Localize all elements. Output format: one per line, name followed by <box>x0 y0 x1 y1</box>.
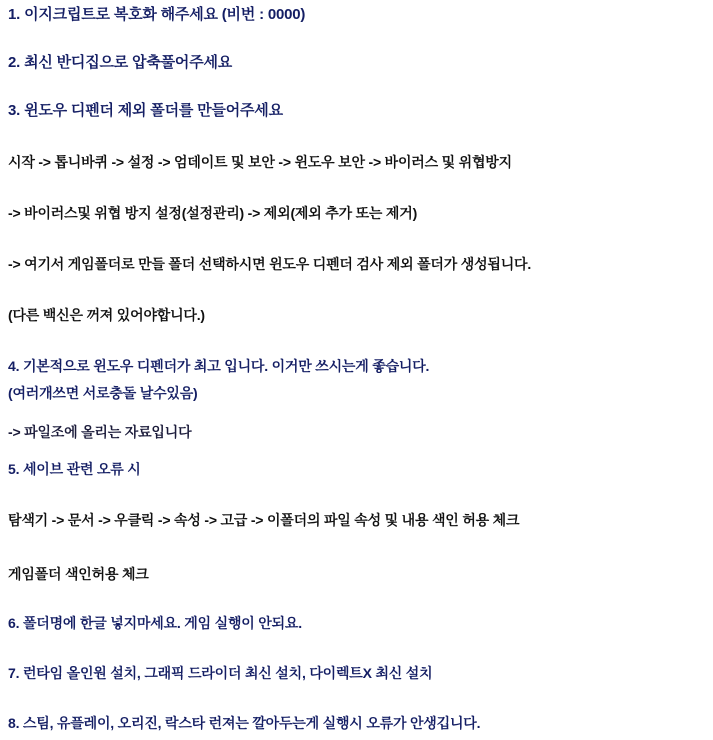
text-line-3: 3. 윈도우 디펜더 제외 폴더를 만들어주세요 <box>8 102 283 119</box>
text-line-8: 4. 기본적으로 윈도우 디펜더가 최고 입니다. 이거만 쓰시는게 좋습니다. <box>8 358 430 374</box>
text-line-4: 시작 -> 톱니바퀴 -> 설정 -> 엄데이트 및 보안 -> 윈도우 보안 -> 바이러스 및 위협방지 <box>8 154 512 170</box>
text-line-5: -> 바이러스및 위협 방지 설정(설정관리) -> 제외(제외 추가 또는 제거) <box>8 205 418 221</box>
text-line-14: 6. 폴더명에 한글 넣지마세요. 게임 실행이 안되요. <box>8 615 302 631</box>
text-line-16: 8. 스팀, 유플레이, 오리진, 락스타 런져는 깔아두는게 실행시 오류가 안생깁니다. <box>8 715 481 731</box>
text-line-10: -> 파일조에 올리는 자료입니다 <box>8 424 192 440</box>
text-line-11: 5. 세이브 관련 오류 시 <box>8 461 141 477</box>
text-line-7: (다른 백신은 꺼져 있어야합니다.) <box>8 307 205 323</box>
text-line-13: 게임폴더 색인허용 체크 <box>8 566 149 582</box>
text-line-1: 1. 이지크립트로 복호화 해주세요 (비번 : 0000) <box>8 6 306 23</box>
text-line-6: -> 여기서 게임폴더로 만들 폴더 선택하시면 윈도우 디펜더 검사 제외 폴더가 생성됩니다. <box>8 256 532 272</box>
text-line-2: 2. 최신 반디집으로 압축풀어주세요 <box>8 54 233 71</box>
text-line-15: 7. 런타임 올인원 설치, 그래픽 드라이더 최신 설치, 다이렉트X 최신 설치 <box>8 665 433 681</box>
text-line-12: 탐색기 -> 문서 -> 우클릭 -> 속성 -> 고급 -> 이폴더의 파일 속성 및 내용 색인 허용 체크 <box>8 512 520 528</box>
text-line-9: (여러개쓰면 서로충돌 날수있음) <box>8 385 198 401</box>
